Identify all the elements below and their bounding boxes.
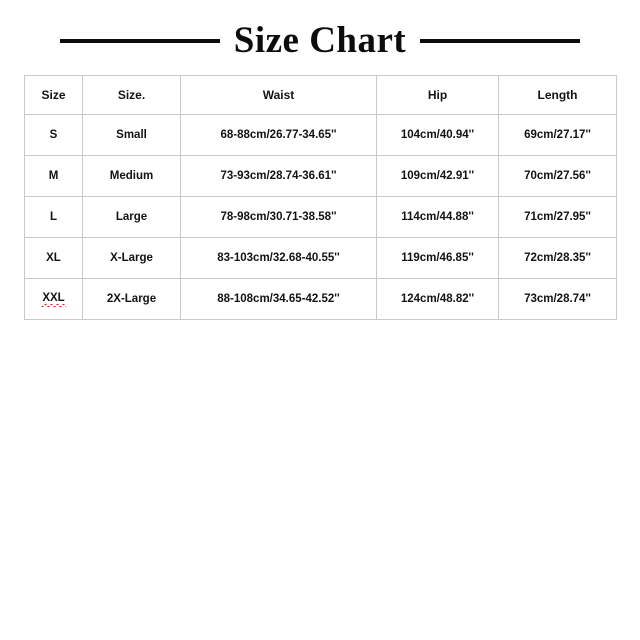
- column-header-waist: Waist: [181, 76, 377, 115]
- cell-length: 71cm/27.95'': [499, 197, 617, 238]
- table-row: [25, 156, 617, 197]
- title-rule-right: [420, 39, 580, 43]
- cell-length: 73cm/28.74'': [499, 279, 617, 320]
- cell-size-word: Small: [83, 115, 181, 156]
- cell-waist: 78-98cm/30.71-38.58'': [181, 197, 377, 238]
- cell-hip: 109cm/42.91'': [377, 156, 499, 197]
- cell-waist: 83-103cm/32.68-40.55'': [181, 238, 377, 279]
- cell-hip: 124cm/48.82'': [377, 279, 499, 320]
- cell-size-code-text: XXL: [42, 292, 65, 304]
- cell-size-code: M: [25, 156, 83, 197]
- size-chart-table-wrap: [24, 75, 616, 320]
- cell-size-code: [25, 279, 83, 320]
- page-title: Size Chart: [233, 20, 407, 61]
- table-row: [25, 115, 617, 156]
- cell-length: 69cm/27.17'': [499, 115, 617, 156]
- cell-waist: 88-108cm/34.65-42.52'': [181, 279, 377, 320]
- title-row: [0, 0, 640, 59]
- cell-size-code: S: [25, 115, 83, 156]
- cell-size-word: Medium: [83, 156, 181, 197]
- size-chart-table: [24, 75, 617, 320]
- column-header-size: Size: [25, 76, 83, 115]
- table-row: [25, 279, 617, 320]
- table-row: [25, 197, 617, 238]
- table-header-row: [25, 76, 617, 115]
- cell-waist: 73-93cm/28.74-36.61'': [181, 156, 377, 197]
- cell-size-code: L: [25, 197, 83, 238]
- cell-hip: 119cm/46.85'': [377, 238, 499, 279]
- column-header-hip: Hip: [377, 76, 499, 115]
- cell-hip: 114cm/44.88'': [377, 197, 499, 238]
- cell-length: 72cm/28.35'': [499, 238, 617, 279]
- cell-size-word: Large: [83, 197, 181, 238]
- table-header: [25, 76, 617, 115]
- cell-length: 70cm/27.56'': [499, 156, 617, 197]
- cell-hip: 104cm/40.94'': [377, 115, 499, 156]
- column-header-size-word: Size.: [83, 76, 181, 115]
- cell-size-word: X-Large: [83, 238, 181, 279]
- title-rule-left: [60, 39, 220, 43]
- cell-size-code: XL: [25, 238, 83, 279]
- table-body: [25, 115, 617, 320]
- table-row: [25, 238, 617, 279]
- cell-size-word: 2X-Large: [83, 279, 181, 320]
- cell-waist: 68-88cm/26.77-34.65'': [181, 115, 377, 156]
- column-header-length: Length: [499, 76, 617, 115]
